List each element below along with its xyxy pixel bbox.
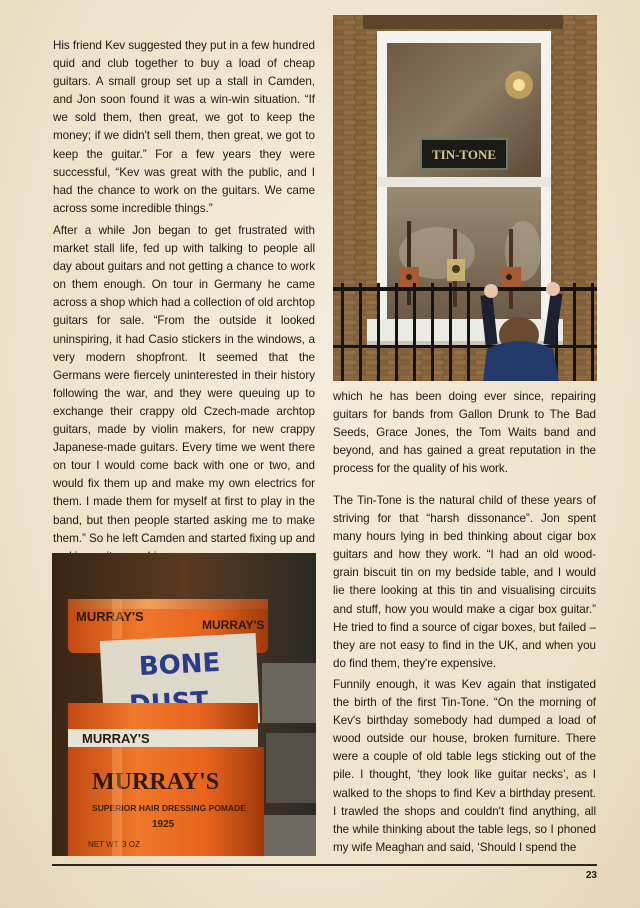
article-paragraph-5: Funnily enough, it was Kev again that instigated the birth of the first Tin-Tone. “On the morning of Kev's birthday somebody had dumped a load of wood outside our house, broken furniture. There were a couple of old table legs sticking out of the pile. I thought, ‘they look like guitar necks’, as I walked to the shops to find Kev a birthday present. I trawled the shops and couldn't find anything, all the while thinking about the table legs, so I phoned my wife Meaghan and said, ‘Should I spend the xyxy=(333,678,596,854)
page-number: 23 xyxy=(585,870,597,881)
tin-net-weight: NET WT. 3 OZ xyxy=(88,840,140,849)
murrays-tins-photo xyxy=(52,553,316,856)
tin-tone-sign: TIN-TONE xyxy=(431,147,497,162)
tin-brand-middle: MURRAY'S xyxy=(82,731,150,746)
tin-brand-top-right: MURRAY'S xyxy=(202,618,265,632)
shop-window-photo xyxy=(333,15,597,381)
tin-brand-large: MURRAY'S xyxy=(92,769,220,795)
article-paragraph-2: After a while Jon began to get frustrated with market stall life, fed up with talking to people all day about guitars and not getting a chance to work on them enough. On tour in Germany he came across a shop which had a collection of old archtop guitars for sale. “From the outside it looked uninspiring, it had Casio stickers in the windows, a very modern shopfront. It seemed that the Germans were fiercely uninterested in their history following the war, and they were queuing up to exchange their crappy old Czech-made archtop guitars, made by violin makers, for new crappy Japanese-made guitars. Every time we went there on tour I would come back with one or two, and would fix them up and make my own electrics for them. I made them for myself at first to play in the band, but then people started asking me to make them.” So he left Camden and started fixing up and xyxy=(53,224,315,545)
article-paragraph-4: The Tin-Tone is the natural child of these years of striving for that “harsh dissonance”. Jon spent many hours lying in bed thinking about cigar box guitars and how they work. “I had an old wood-grain biscuit tin on my bedside table, and I would lie there looking at this tin and visualising circuits and stuff, how you would make a cigar box guitar.” He tried to find a source of cigar boxes, but failed – they are not easy to find in the UK, and when you do find them, they're expensive. xyxy=(333,494,596,670)
tin-subtext: SUPERIOR HAIR DRESSING POMADE xyxy=(92,803,246,813)
article-paragraph-3: which he has been doing ever since, repairing guitars for bands from Gallon Drunk to The Bad Seeds, Grace Jones, the Tom Waits band and beyond, and has gained a great reputation in the process for the quality of his work. xyxy=(333,390,596,476)
bone-dust-label-line1: BONE xyxy=(138,647,222,683)
tin-brand-top-left: MURRAY'S xyxy=(76,609,144,624)
article-paragraph-1: His friend Kev suggested they put in a few hundred quid and club together to buy a load of cheap guitars. A small group set up a stall in Camden, and Jon soon found it was a win-win situation. “If we sold them, then great, we got to keep the money; if we didn't sell them, then great, we got to keep the guitar.” For a few years they were successful, “Kev was great with the public, and I had the chance to work on the guitars. We came across some incredible things.” xyxy=(53,39,315,215)
tin-year: 1925 xyxy=(152,819,175,830)
footer-rule xyxy=(52,864,597,866)
